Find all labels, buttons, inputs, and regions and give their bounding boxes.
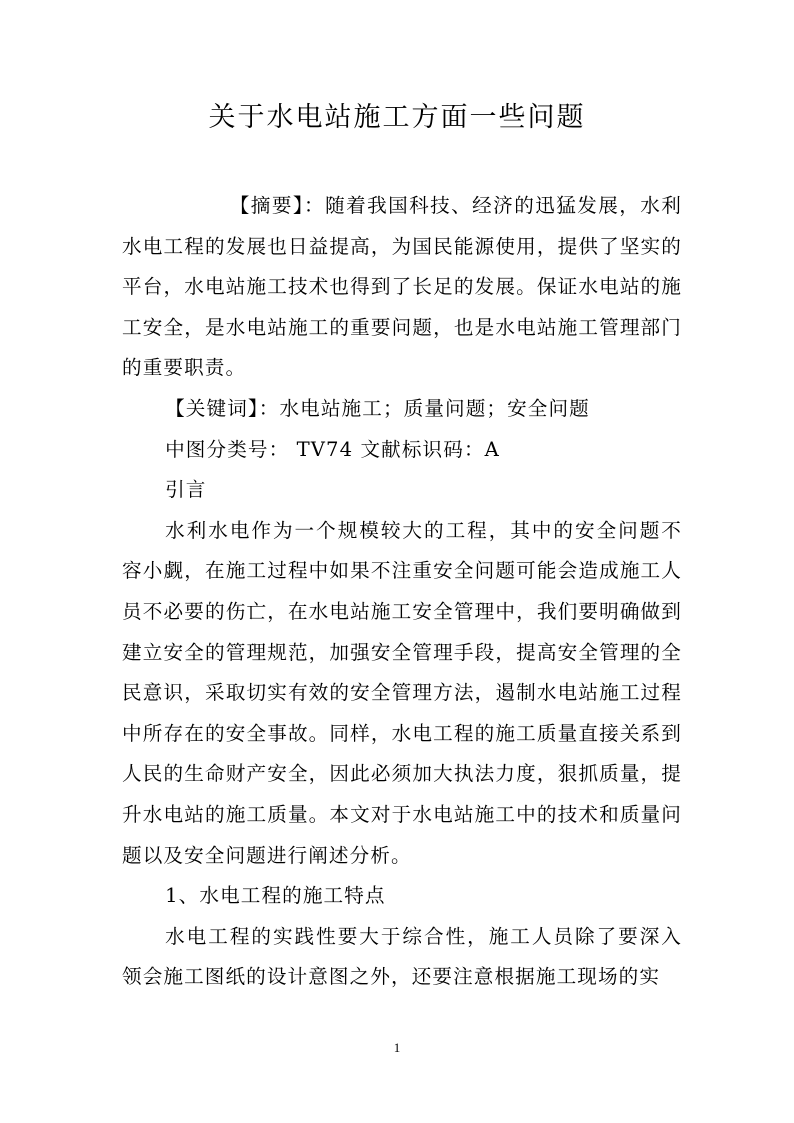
abstract-paragraph: 【摘要】：随着我国科技、经济的迅猛发展，水利水电工程的发展也日益提高，为国民能源使用，提供了坚实的平台，水电站施工技术也得到了长足的发展。保证水电站的施工安全，是水电站施工的重要问题，也是水电站施工管理部门的重要职责。 [122,194,682,380]
section-1-heading: 1、水电工程的施工特点 [165,884,386,908]
keywords-line: 【关键词】：水电站施工；质量问题；安全问题 [165,396,590,420]
document-body [122,186,682,998]
document-title: 关于水电站施工方面一些问题 [208,102,586,133]
classification-line: 中图分类号： TV74 文献标识码：A [165,437,500,461]
intro-heading: 引言 [165,478,207,502]
section-1-paragraph: 水电工程的实践性要大于综合性，施工人员除了要深入领会施工图纸的设计意图之外，还要注意根据施工现场的实 [122,924,682,989]
intro-paragraph: 水利水电作为一个规模较大的工程，其中的安全问题不容小觑，在施工过程中如果不注重安全问题可能会造成施工人员不必要的伤亡，在水电站施工安全管理中，我们要明确做到建立安全的管理规范，加强安全管理手段，提高安全管理的全民意识，采取切实有效的安全管理方法，遏制水电站施工过程中所存在的安全事故。同样，水电工程的施工质量直接关系到人民的生命财产安全，因此必须加大执法力度，狠抓质量，提升水电站的施工质量。本文对于水电站施工中的技术和质量问题以及安全问题进行阐述分析。 [122,518,682,867]
page-number: 1 [393,1040,401,1055]
